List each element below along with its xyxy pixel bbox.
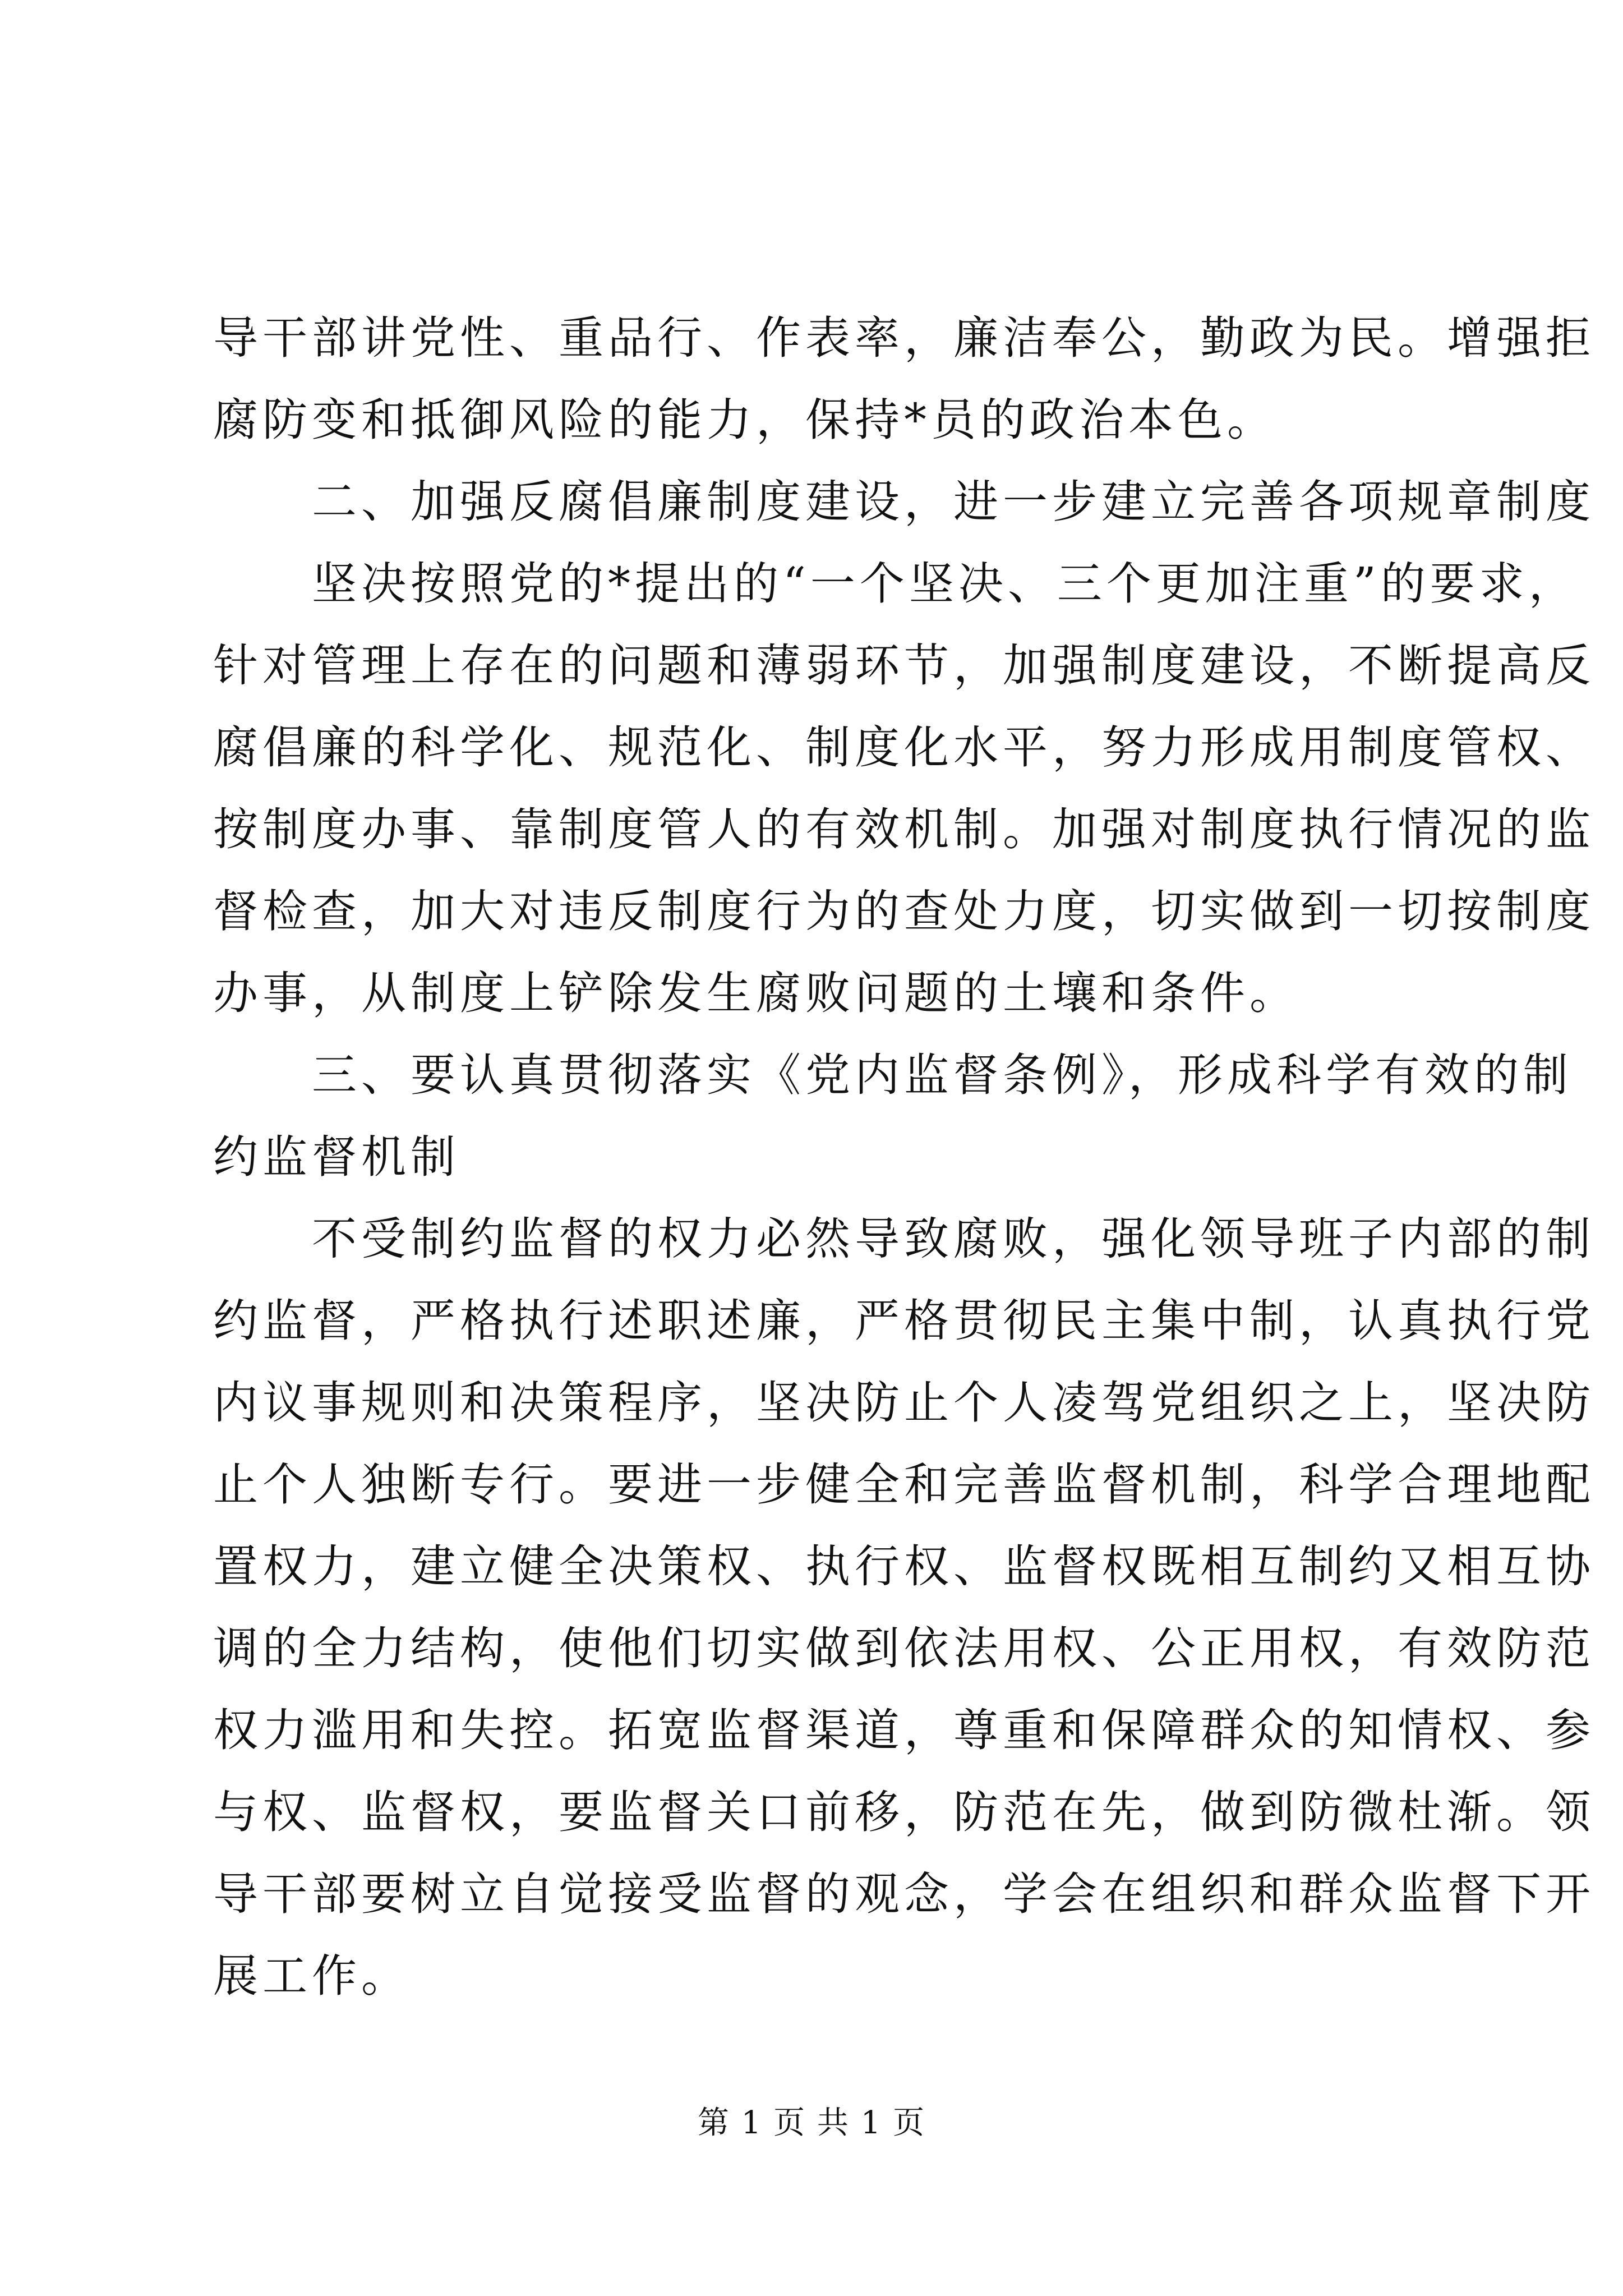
body-line: 针对管理上存在的问题和薄弱环节，加强制度建设，不断提高反 xyxy=(213,639,1595,692)
body-line: 按制度办事、靠制度管人的有效机制。加强对制度执行情况的监 xyxy=(213,803,1595,855)
body-line: 坚决按照党的*提出的“一个坚决、三个更加注重”的要求， xyxy=(213,558,1578,610)
section-heading-3-cont: 约监督机制 xyxy=(213,1131,460,1183)
section-heading-3: 三、要认真贯彻落实《党内监督条例》，形成科学有效的制 xyxy=(213,1049,1573,1101)
body-line: 调的全力结构，使他们切实做到依法用权、公正用权，有效防范 xyxy=(213,1622,1595,1674)
body-line: 腐防变和抵御风险的能力，保持*员的政治本色。 xyxy=(213,394,1276,446)
body-line: 内议事规则和决策程序，坚决防止个人凌驾党组织之上，坚决防 xyxy=(213,1377,1595,1429)
body-line: 展工作。 xyxy=(213,1950,411,2002)
body-line: 权力滥用和失控。拓宽监督渠道，尊重和保障群众的知情权、参 xyxy=(213,1704,1595,1756)
body-line: 止个人独断专行。要进一步健全和完善监督机制，科学合理地配 xyxy=(213,1458,1595,1511)
body-line: 导干部讲党性、重品行、作表率，廉洁奉公，勤政为民。增强拒 xyxy=(213,312,1595,364)
body-line: 办事，从制度上铲除发生腐败问题的土壤和条件。 xyxy=(213,967,1299,1019)
body-line: 导干部要树立自觉接受监督的观念，学会在组织和群众监督下开 xyxy=(213,1868,1595,1920)
document-body xyxy=(213,297,1595,2017)
section-heading-2: 二、加强反腐倡廉制度建设，进一步建立完善各项规章制度 xyxy=(213,476,1595,528)
body-line: 与权、监督权，要监督关口前移，防范在先，做到防微杜渐。领 xyxy=(213,1786,1595,1838)
page-number-footer: 第 1 页 共 1 页 xyxy=(697,2105,926,2141)
body-line: 约监督，严格执行述职述廉，严格贯彻民主集中制，认真执行党 xyxy=(213,1295,1595,1347)
body-line: 督检查，加大对违反制度行为的查处力度，切实做到一切按制度 xyxy=(213,885,1595,937)
body-line: 不受制约监督的权力必然导致腐败，强化领导班子内部的制 xyxy=(213,1213,1595,1265)
body-line: 腐倡廉的科学化、规范化、制度化水平，努力形成用制度管权、 xyxy=(213,721,1595,774)
body-line: 置权力，建立健全决策权、执行权、监督权既相互制约又相互协 xyxy=(213,1540,1595,1593)
